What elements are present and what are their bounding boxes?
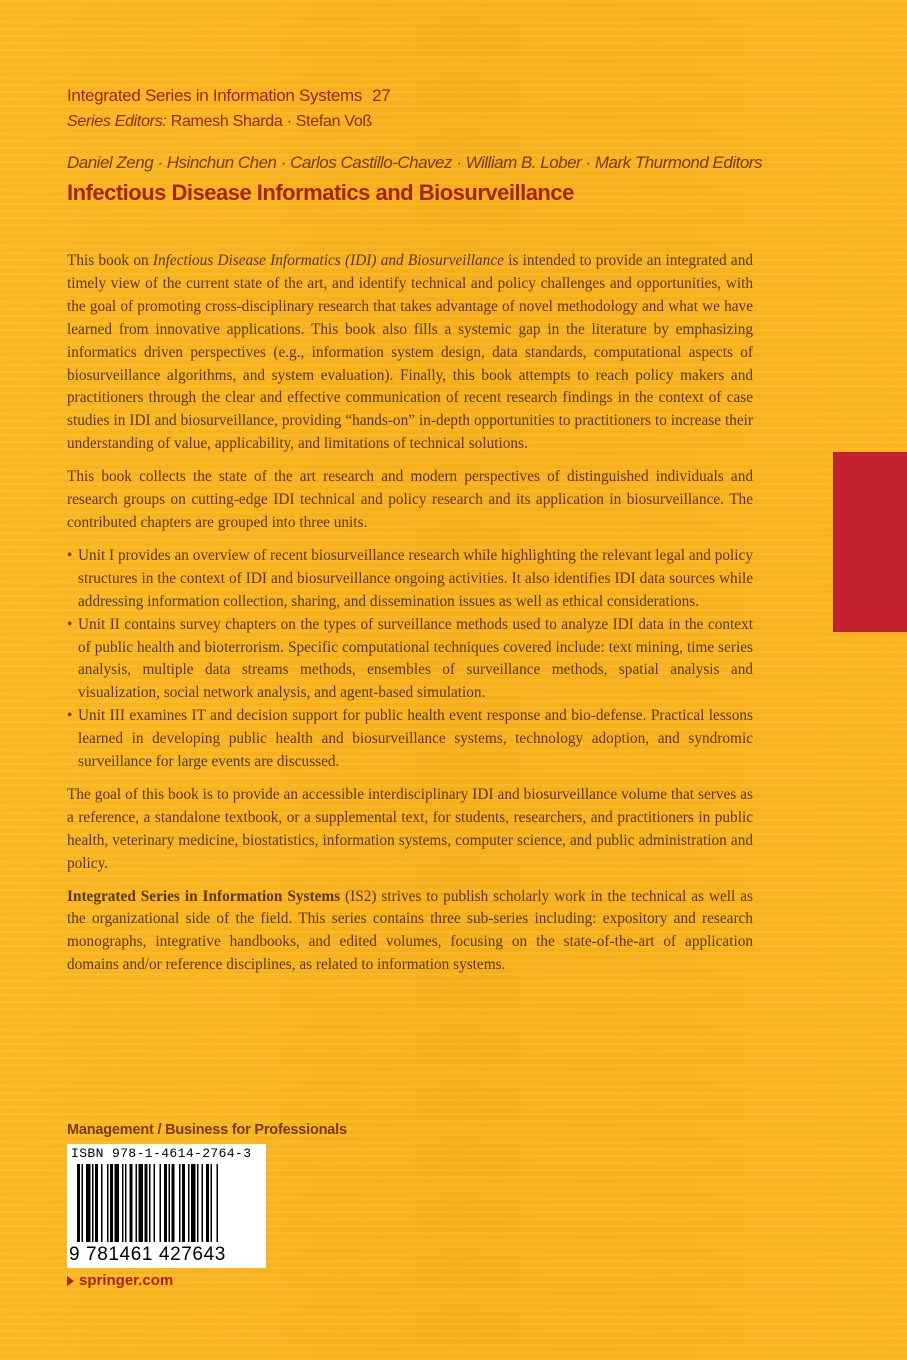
book-title: Infectious Disease Informatics and Biosurveillance (67, 180, 574, 205)
blurb-p1-rest: is intended to provide an integrated and timely view of the current state of the art, and identify technical and policy challenges and opportunities, with the goal of promoting cross-disciplinary research that takes advantage of novel methodology and what we have learned from innovative applications. This book also fills a systemic gap in the literature by emphasizing informatics driven perspectives (e.g., information system design, data standards, computational aspects of biosurveillance algorithms, and system evaluation). Finally, this book attempts to reach policy makers and practitioners through the clear and effective communication of recent research findings in the context of case studies in IDI and biosurveillance, providing “hands-on” in-depth opportunities to practitioners to increase their understanding of value, applicability, and limitations of technical solutions. (67, 252, 754, 453)
arrow-right-icon (67, 1276, 74, 1286)
blurb-p4-rest: (IS2) strives to publish scholarly work in the technical as well as the organizational side of the field. This series contains three sub-series including: expository and research monographs, integrative handbooks, and edited volumes, focusing on the state-of-the-art of application domains and/or reference disciplines, as related to information systems. (67, 887, 753, 974)
series-editors-line (67, 113, 372, 131)
category-label: Management / Business for Professionals (67, 1122, 347, 1138)
blurb-paragraph-4 (67, 886, 753, 978)
series-name-bold: Integrated Series in Information Systems (67, 887, 341, 905)
unit-text: Unit I provides an overview of recent biosurveillance research while highlighting the relevant legal and policy structures in the context of IDI and biosurveillance ongoing activities. It also identifies IDI data sources while addressing information collection, sharing, and dissemination issues as well as ethical considerations. (78, 546, 753, 610)
book-authors: Daniel Zeng · Hsinchun Chen · Carlos Castillo-Chavez · William B. Lober · Mark Thurmond Editors (67, 153, 762, 172)
series-editors: Ramesh Sharda · Stefan Voß (170, 113, 372, 130)
unit-item (67, 545, 753, 614)
bullet-icon: • (67, 615, 73, 633)
blurb-paragraph-1 (67, 250, 753, 456)
blurb-paragraph-2: This book collects the state of the art research and modern perspectives of distinguished individuals and research groups on cutting-edge IDI technical and policy research and its application in biosurveillance. The contributed chapters are grouped into three units. (67, 468, 753, 531)
barcode-icon (77, 1164, 257, 1244)
barcode-digits: 9 781461 427643 (69, 1244, 226, 1265)
barcode-box (67, 1144, 266, 1268)
series-name: Integrated Series in Information Systems (67, 86, 363, 105)
series-line (67, 86, 390, 106)
unit-item (67, 614, 753, 706)
isbn-label: ISBN 978-1-4614-2764-3 (71, 1146, 252, 1161)
unit-text: Unit II contains survey chapters on the types of surveillance methods used to analyze IDI data in the context of public health and bioterrorism. Specific computational techniques covered include: text mining, time series analysis, multiple data streams methods, ensembles of surveillance methods, spatial analysis and visualization, social network analysis, and agent-based simulation. (78, 615, 753, 702)
units-list (67, 545, 753, 774)
bullet-icon: • (67, 707, 73, 725)
bullet-icon: • (67, 546, 73, 564)
blurb-p1-italic: Infectious Disease Informatics (IDI) and Biosurveillance (152, 252, 504, 269)
unit-text: Unit III examines IT and decision support for public health event response and bio-defense. Practical lessons learned in developing public health and biosurveillance systems, technology adoption, and syndromic surveillance for large events are discussed. (78, 707, 753, 771)
blurb-paragraph-3: The goal of this book is to provide an accessible interdisciplinary IDI and biosurveillance volume that serves as a reference, a standalone textbook, or a supplemental text, for students, researchers, and practitioners in public health, veterinary medicine, biostatistics, information systems, computer science, and public administration and policy. (67, 785, 753, 872)
blurb-p1-start: This book on (67, 252, 153, 269)
website-text: springer.com (79, 1272, 174, 1289)
publisher-website[interactable] (67, 1272, 173, 1289)
blurb-body (67, 250, 753, 987)
series-editors-label: Series Editors: (67, 113, 167, 130)
unit-item (67, 705, 753, 774)
red-spine-tab (833, 452, 907, 632)
series-number: 27 (372, 86, 391, 105)
